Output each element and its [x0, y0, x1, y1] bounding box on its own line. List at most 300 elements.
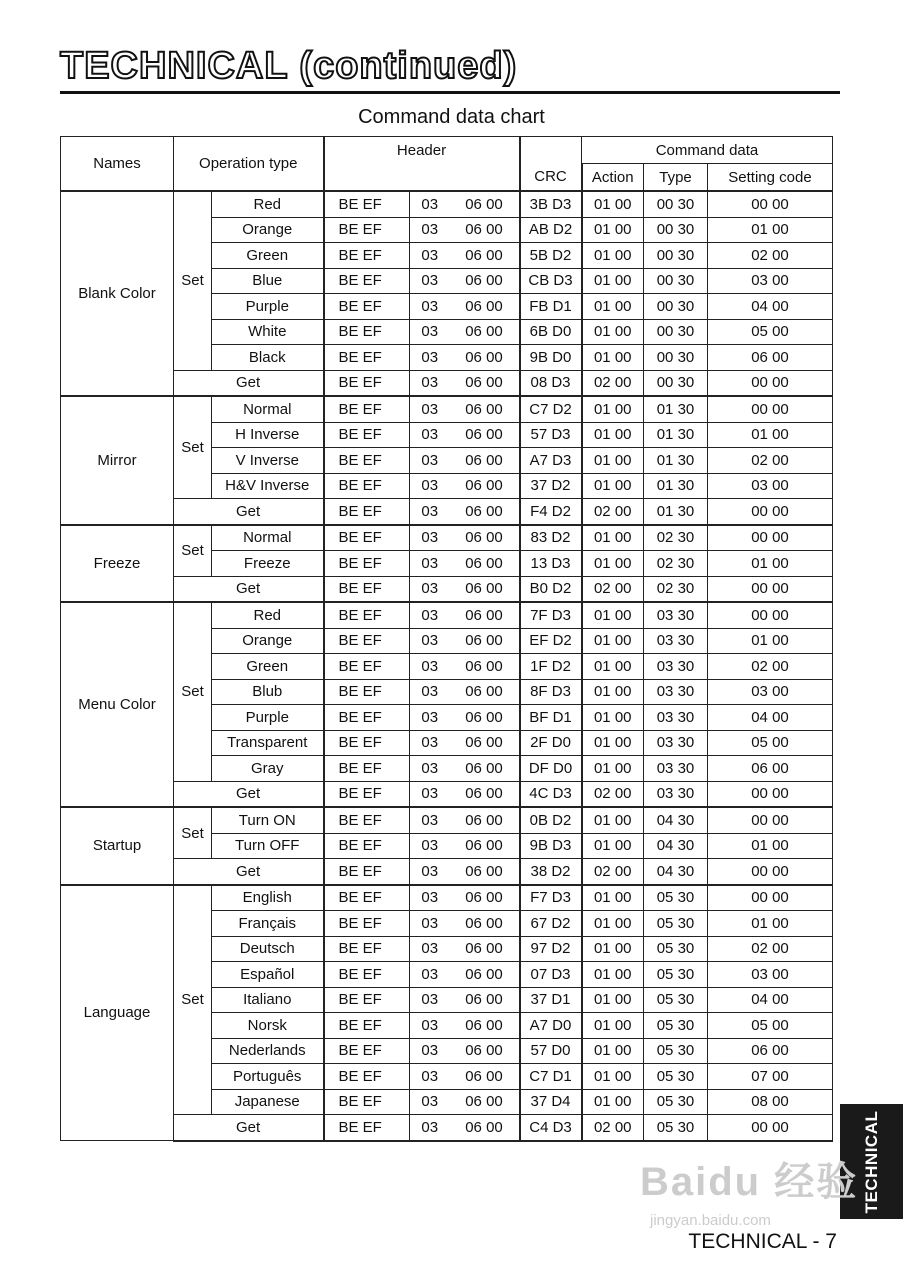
header-byte: 06 00	[450, 294, 520, 320]
setting-code-value: 00 00	[708, 781, 833, 807]
crc-value: 08 D3	[520, 370, 582, 396]
header-byte: 06 00	[450, 576, 520, 602]
action-value: 01 00	[582, 1089, 644, 1115]
header-byte: 06 00	[450, 1089, 520, 1115]
action-value: 02 00	[582, 1115, 644, 1141]
operation-label: Transparent	[212, 730, 324, 756]
header-byte: 03	[410, 833, 450, 859]
header-byte: 03	[410, 217, 450, 243]
operation-label: Gray	[212, 756, 324, 782]
header-byte: 06 00	[450, 448, 520, 474]
header-byte: 03	[410, 756, 450, 782]
get-label: Get	[174, 499, 324, 525]
header-byte: 06 00	[450, 473, 520, 499]
operation-label: Black	[212, 345, 324, 371]
crc-value: 9B D0	[520, 345, 582, 371]
header-byte: 03	[410, 448, 450, 474]
crc-value: B0 D2	[520, 576, 582, 602]
get-label: Get	[174, 370, 324, 396]
header-byte: BE EF	[324, 576, 410, 602]
header-byte: 06 00	[450, 654, 520, 680]
header-byte: 03	[410, 396, 450, 422]
type-value: 03 30	[644, 602, 708, 628]
header-byte: BE EF	[324, 654, 410, 680]
header-crc: CRC	[520, 164, 582, 192]
type-value: 01 30	[644, 422, 708, 448]
header-byte: 03	[410, 370, 450, 396]
header-byte: 06 00	[450, 756, 520, 782]
crc-value: F4 D2	[520, 499, 582, 525]
action-value: 01 00	[582, 911, 644, 937]
type-value: 05 30	[644, 1038, 708, 1064]
operation-label: Italiano	[212, 987, 324, 1013]
operation-label: H Inverse	[212, 422, 324, 448]
crc-value: F7 D3	[520, 885, 582, 911]
header-byte: 06 00	[450, 911, 520, 937]
table-body	[61, 191, 833, 1141]
action-value: 01 00	[582, 217, 644, 243]
header-byte: 06 00	[450, 319, 520, 345]
header-byte: 06 00	[450, 885, 520, 911]
setting-code-value: 02 00	[708, 243, 833, 269]
crc-value: 57 D3	[520, 422, 582, 448]
header-byte: 03	[410, 1038, 450, 1064]
type-value: 00 30	[644, 191, 708, 217]
operation-label: Turn ON	[212, 807, 324, 833]
page-number: TECHNICAL - 7	[688, 1230, 837, 1253]
crc-value: 4C D3	[520, 781, 582, 807]
type-value: 02 30	[644, 525, 708, 551]
crc-value: EF D2	[520, 628, 582, 654]
header-type: Type	[644, 164, 708, 192]
header-byte: BE EF	[324, 679, 410, 705]
operation-label: English	[212, 885, 324, 911]
setting-code-value: 05 00	[708, 319, 833, 345]
header-byte: BE EF	[324, 730, 410, 756]
operation-label: Freeze	[212, 551, 324, 577]
operation-label: Normal	[212, 396, 324, 422]
header-byte: BE EF	[324, 885, 410, 911]
header-byte: BE EF	[324, 370, 410, 396]
command-data-table	[60, 136, 833, 1142]
header-byte: 06 00	[450, 396, 520, 422]
get-label: Get	[174, 859, 324, 885]
setting-code-value: 07 00	[708, 1064, 833, 1090]
crc-value: 38 D2	[520, 859, 582, 885]
action-value: 01 00	[582, 473, 644, 499]
setting-code-value: 01 00	[708, 833, 833, 859]
header-byte: BE EF	[324, 473, 410, 499]
crc-value: FB D1	[520, 294, 582, 320]
setting-code-value: 04 00	[708, 705, 833, 731]
header-byte: BE EF	[324, 705, 410, 731]
type-value: 01 30	[644, 473, 708, 499]
crc-value: 97 D2	[520, 936, 582, 962]
header-byte: 03	[410, 525, 450, 551]
crc-value: 8F D3	[520, 679, 582, 705]
type-value: 05 30	[644, 885, 708, 911]
header-byte: BE EF	[324, 191, 410, 217]
header-byte: 03	[410, 422, 450, 448]
type-value: 05 30	[644, 911, 708, 937]
setting-code-value: 01 00	[708, 911, 833, 937]
header-byte: BE EF	[324, 217, 410, 243]
header-byte: 06 00	[450, 936, 520, 962]
action-value: 01 00	[582, 268, 644, 294]
action-value: 01 00	[582, 551, 644, 577]
header-byte: 03	[410, 885, 450, 911]
header-byte: BE EF	[324, 1089, 410, 1115]
header-byte: 03	[410, 499, 450, 525]
setting-code-value: 05 00	[708, 730, 833, 756]
setting-code-value: 00 00	[708, 191, 833, 217]
operation-label: Purple	[212, 294, 324, 320]
type-value: 00 30	[644, 370, 708, 396]
type-value: 01 30	[644, 448, 708, 474]
crc-value: 37 D4	[520, 1089, 582, 1115]
setting-code-value: 00 00	[708, 525, 833, 551]
group-name: Language	[61, 885, 174, 1141]
header-byte: BE EF	[324, 1038, 410, 1064]
operation-label: Blue	[212, 268, 324, 294]
action-value: 01 00	[582, 1064, 644, 1090]
action-value: 01 00	[582, 756, 644, 782]
operation-label: Deutsch	[212, 936, 324, 962]
crc-value: C4 D3	[520, 1115, 582, 1141]
header-byte: 06 00	[450, 551, 520, 577]
type-value: 05 30	[644, 936, 708, 962]
set-label: Set	[174, 602, 212, 781]
action-value: 01 00	[582, 448, 644, 474]
set-label: Set	[174, 885, 212, 1115]
header-byte: 06 00	[450, 730, 520, 756]
crc-value: 07 D3	[520, 962, 582, 988]
operation-label: Nederlands	[212, 1038, 324, 1064]
table-row	[61, 396, 833, 422]
set-label: Set	[174, 191, 212, 370]
type-value: 00 30	[644, 268, 708, 294]
operation-label: Français	[212, 911, 324, 937]
setting-code-value: 00 00	[708, 396, 833, 422]
operation-label: Red	[212, 602, 324, 628]
crc-value: A7 D3	[520, 448, 582, 474]
type-value: 03 30	[644, 628, 708, 654]
setting-code-value: 01 00	[708, 551, 833, 577]
header-byte: 03	[410, 473, 450, 499]
set-label: Set	[174, 525, 212, 577]
header-byte: 03	[410, 911, 450, 937]
header-byte: 06 00	[450, 628, 520, 654]
header-byte: 06 00	[450, 191, 520, 217]
header-byte: 03	[410, 962, 450, 988]
table-row	[61, 885, 833, 911]
side-tab: TECHNICAL	[840, 1104, 903, 1219]
header-byte: 03	[410, 551, 450, 577]
type-value: 04 30	[644, 859, 708, 885]
type-value: 04 30	[644, 807, 708, 833]
header-byte: 03	[410, 243, 450, 269]
header-byte: 06 00	[450, 1115, 520, 1141]
header-header: Header	[324, 137, 520, 164]
table-row-get	[61, 1115, 833, 1141]
header-byte: 03	[410, 936, 450, 962]
action-value: 01 00	[582, 679, 644, 705]
operation-label: Red	[212, 191, 324, 217]
page-title: TECHNICAL (continued)	[60, 45, 518, 87]
header-byte: 06 00	[450, 962, 520, 988]
setting-code-value: 03 00	[708, 679, 833, 705]
action-value: 01 00	[582, 243, 644, 269]
get-label: Get	[174, 781, 324, 807]
action-value: 02 00	[582, 576, 644, 602]
type-value: 03 30	[644, 705, 708, 731]
operation-label: Blub	[212, 679, 324, 705]
header-byte: BE EF	[324, 499, 410, 525]
action-value: 01 00	[582, 294, 644, 320]
action-value: 01 00	[582, 885, 644, 911]
title-rule	[60, 91, 840, 94]
header-byte: BE EF	[324, 1115, 410, 1141]
crc-value: 57 D0	[520, 1038, 582, 1064]
crc-value: 3B D3	[520, 191, 582, 217]
action-value: 01 00	[582, 936, 644, 962]
header-byte: BE EF	[324, 243, 410, 269]
crc-value: C7 D1	[520, 1064, 582, 1090]
type-value: 00 30	[644, 294, 708, 320]
header-crc-top	[520, 137, 582, 164]
group-name: Mirror	[61, 396, 174, 525]
action-value: 01 00	[582, 602, 644, 628]
action-value: 01 00	[582, 833, 644, 859]
table-row-get	[61, 499, 833, 525]
header-byte: BE EF	[324, 987, 410, 1013]
type-value: 00 30	[644, 243, 708, 269]
crc-value: C7 D2	[520, 396, 582, 422]
setting-code-value: 02 00	[708, 654, 833, 680]
crc-value: 13 D3	[520, 551, 582, 577]
type-value: 03 30	[644, 756, 708, 782]
header-byte: BE EF	[324, 448, 410, 474]
header-byte: 03	[410, 654, 450, 680]
header-byte: 03	[410, 268, 450, 294]
table-row-get	[61, 370, 833, 396]
operation-label: Normal	[212, 525, 324, 551]
action-value: 01 00	[582, 987, 644, 1013]
setting-code-value: 05 00	[708, 1013, 833, 1039]
header-byte: 06 00	[450, 370, 520, 396]
crc-value: BF D1	[520, 705, 582, 731]
header-header-lower	[324, 164, 520, 192]
action-value: 01 00	[582, 654, 644, 680]
header-byte: 03	[410, 191, 450, 217]
type-value: 05 30	[644, 1089, 708, 1115]
table-row-get	[61, 576, 833, 602]
header-byte: BE EF	[324, 781, 410, 807]
operation-label: Purple	[212, 705, 324, 731]
header-byte: 06 00	[450, 833, 520, 859]
header-byte: BE EF	[324, 833, 410, 859]
setting-code-value: 01 00	[708, 422, 833, 448]
action-value: 01 00	[582, 730, 644, 756]
crc-value: 83 D2	[520, 525, 582, 551]
header-byte: BE EF	[324, 319, 410, 345]
header-byte: BE EF	[324, 294, 410, 320]
setting-code-value: 03 00	[708, 268, 833, 294]
action-value: 02 00	[582, 370, 644, 396]
setting-code-value: 02 00	[708, 936, 833, 962]
watermark-url: jingyan.baidu.com	[650, 1212, 771, 1229]
type-value: 04 30	[644, 833, 708, 859]
action-value: 01 00	[582, 396, 644, 422]
header-byte: 06 00	[450, 422, 520, 448]
header-byte: 06 00	[450, 987, 520, 1013]
header-byte: BE EF	[324, 628, 410, 654]
setting-code-value: 02 00	[708, 448, 833, 474]
type-value: 05 30	[644, 1064, 708, 1090]
type-value: 03 30	[644, 781, 708, 807]
action-value: 02 00	[582, 499, 644, 525]
crc-value: CB D3	[520, 268, 582, 294]
crc-value: 6B D0	[520, 319, 582, 345]
header-byte: 03	[410, 859, 450, 885]
header-byte: 03	[410, 1115, 450, 1141]
header-byte: 06 00	[450, 705, 520, 731]
header-setting-code: Setting code	[708, 164, 833, 192]
action-value: 01 00	[582, 422, 644, 448]
get-label: Get	[174, 576, 324, 602]
group-name: Freeze	[61, 525, 174, 603]
type-value: 05 30	[644, 1013, 708, 1039]
setting-code-value: 06 00	[708, 345, 833, 371]
table-row-get	[61, 781, 833, 807]
setting-code-value: 03 00	[708, 962, 833, 988]
action-value: 01 00	[582, 1013, 644, 1039]
header-byte: 06 00	[450, 781, 520, 807]
crc-value: 2F D0	[520, 730, 582, 756]
crc-value: 0B D2	[520, 807, 582, 833]
action-value: 01 00	[582, 628, 644, 654]
setting-code-value: 04 00	[708, 987, 833, 1013]
setting-code-value: 00 00	[708, 370, 833, 396]
setting-code-value: 04 00	[708, 294, 833, 320]
type-value: 05 30	[644, 987, 708, 1013]
crc-value: 67 D2	[520, 911, 582, 937]
header-byte: 06 00	[450, 1038, 520, 1064]
crc-value: 37 D1	[520, 987, 582, 1013]
header-operation-type: Operation type	[174, 137, 324, 192]
action-value: 01 00	[582, 319, 644, 345]
header-byte: BE EF	[324, 602, 410, 628]
setting-code-value: 06 00	[708, 1038, 833, 1064]
setting-code-value: 08 00	[708, 1089, 833, 1115]
type-value: 00 30	[644, 345, 708, 371]
header-byte: 03	[410, 628, 450, 654]
operation-label: Japanese	[212, 1089, 324, 1115]
action-value: 01 00	[582, 525, 644, 551]
crc-value: 37 D2	[520, 473, 582, 499]
action-value: 01 00	[582, 962, 644, 988]
type-value: 02 30	[644, 576, 708, 602]
header-byte: BE EF	[324, 859, 410, 885]
header-byte: BE EF	[324, 396, 410, 422]
table-header-row-1	[61, 137, 833, 164]
action-value: 01 00	[582, 345, 644, 371]
header-byte: BE EF	[324, 551, 410, 577]
operation-label: Español	[212, 962, 324, 988]
header-byte: 06 00	[450, 499, 520, 525]
crc-value: 7F D3	[520, 602, 582, 628]
header-byte: 06 00	[450, 525, 520, 551]
type-value: 03 30	[644, 679, 708, 705]
setting-code-value: 00 00	[708, 499, 833, 525]
header-byte: 03	[410, 807, 450, 833]
operation-label: Turn OFF	[212, 833, 324, 859]
operation-label: Norsk	[212, 1013, 324, 1039]
type-value: 03 30	[644, 654, 708, 680]
table-row	[61, 525, 833, 551]
crc-value: 9B D3	[520, 833, 582, 859]
setting-code-value: 00 00	[708, 1115, 833, 1141]
header-byte: 06 00	[450, 1013, 520, 1039]
setting-code-value: 00 00	[708, 576, 833, 602]
header-byte: 03	[410, 1013, 450, 1039]
header-byte: 06 00	[450, 243, 520, 269]
crc-value: 1F D2	[520, 654, 582, 680]
header-byte: 03	[410, 679, 450, 705]
header-byte: 03	[410, 781, 450, 807]
action-value: 01 00	[582, 807, 644, 833]
type-value: 00 30	[644, 319, 708, 345]
table-row-get	[61, 859, 833, 885]
header-byte: 03	[410, 1089, 450, 1115]
get-label: Get	[174, 1115, 324, 1141]
header-byte: 06 00	[450, 268, 520, 294]
header-byte: BE EF	[324, 962, 410, 988]
header-byte: 03	[410, 576, 450, 602]
operation-label: H&V Inverse	[212, 473, 324, 499]
header-byte: 06 00	[450, 679, 520, 705]
set-label: Set	[174, 396, 212, 499]
header-byte: 06 00	[450, 602, 520, 628]
header-byte: BE EF	[324, 1013, 410, 1039]
setting-code-value: 00 00	[708, 602, 833, 628]
crc-value: AB D2	[520, 217, 582, 243]
type-value: 05 30	[644, 1115, 708, 1141]
header-byte: BE EF	[324, 756, 410, 782]
header-action: Action	[582, 164, 644, 192]
header-byte: 03	[410, 602, 450, 628]
crc-value: 5B D2	[520, 243, 582, 269]
operation-label: Orange	[212, 628, 324, 654]
header-byte: 03	[410, 345, 450, 371]
set-label: Set	[174, 807, 212, 859]
header-command-data: Command data	[582, 137, 833, 164]
setting-code-value: 00 00	[708, 885, 833, 911]
header-byte: 06 00	[450, 345, 520, 371]
header-byte: BE EF	[324, 345, 410, 371]
action-value: 01 00	[582, 191, 644, 217]
header-byte: BE EF	[324, 911, 410, 937]
group-name: Menu Color	[61, 602, 174, 807]
action-value: 02 00	[582, 781, 644, 807]
table-row	[61, 602, 833, 628]
operation-label: V Inverse	[212, 448, 324, 474]
header-byte: BE EF	[324, 268, 410, 294]
operation-label: Orange	[212, 217, 324, 243]
header-byte: 03	[410, 294, 450, 320]
watermark: Baidu 经验	[640, 1160, 859, 1204]
header-byte: BE EF	[324, 936, 410, 962]
